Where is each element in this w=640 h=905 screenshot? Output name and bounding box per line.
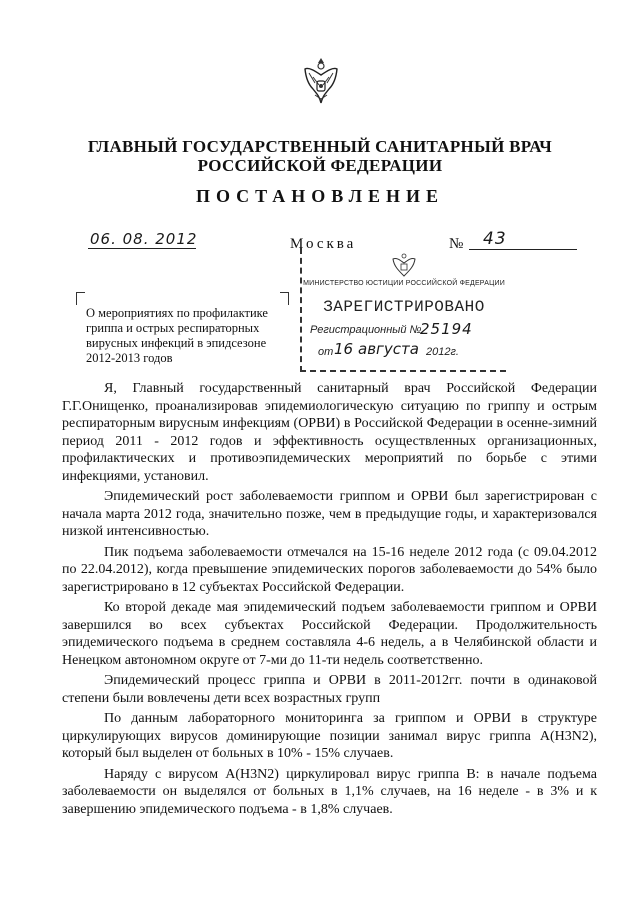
body-paragraph: Эпидемический процесс гриппа и ОРВИ в 2011-2012гг. почти в одинаковой степени были вовлечены дети всех возрастных групп — [62, 673, 597, 706]
document-subject — [86, 306, 296, 366]
stamp-from-day: 16 — [334, 340, 354, 358]
stamp-from-label: от — [318, 346, 334, 358]
subject-bracket-right — [280, 292, 289, 305]
document-type: ПОСТАНОВЛЕНИЕ — [195, 186, 445, 206]
body-paragraph: Пик подъема заболеваемости отмечался на 15-16 неделе 2012 года (с 09.04.2012 по 22.04.2012), когда превышение эпидемических порогов заболеваемости до 54% было зарегистрировано в 12 субъектах Российской Федерации. — [62, 544, 597, 595]
stamp-reg-number: 25194 — [420, 320, 473, 338]
body-paragraph: По данным лабораторного мониторинга за гриппом и ОРВИ в структуре циркулирующих вирусов доминирующие позиции занимал вирус гриппа А(H3N2), который был выделен от больных в 10% - 15% случаев. — [62, 711, 597, 761]
stamp-registered: ЗАРЕГИСТРИРОВАНО — [323, 298, 485, 316]
stamp-from-year: 2012г. — [426, 346, 459, 358]
stamp-ministry: МИНИСТЕРСТВО ЮСТИЦИИ РОССИЙСКОЙ ФЕДЕРАЦИИ — [303, 280, 505, 287]
issuer-title-line1: ГЛАВНЫЙ ГОСУДАРСТВЕННЫЙ САНИТАРНЫЙ ВРАЧ — [87, 137, 553, 156]
registration-stamp — [300, 248, 506, 372]
coat-of-arms-icon — [299, 55, 343, 107]
issuer-title-line2: РОССИЙСКОЙ ФЕДЕРАЦИИ — [197, 156, 443, 175]
document-date: 06. 08. 2012 — [90, 230, 198, 248]
stamp-emblem-icon — [390, 252, 418, 278]
subject-line: вирусных инфекций в эпидсезоне — [86, 336, 267, 350]
subject-line: гриппа и острых респираторных — [86, 321, 260, 335]
stamp-reg-number-label: Регистрационный № — [310, 324, 422, 336]
body-paragraph: Я, Главный государственный санитарный врач Российской Федерации Г.Г.Онищенко, проанализировав эпидемиологическую ситуацию по гриппу и острым респираторным вирусным инфекциям (ОРВИ) в Российской Федерации в осенне-зимний период 2011 - 2012 годов и эффективность осуществленных организационных, профилактических и противоэпидемических мероприятий по борьбе с этими инфекциями, установил. — [62, 381, 597, 484]
document-city: Москва — [290, 236, 357, 252]
subject-line: 2012-2013 годов — [86, 351, 173, 365]
document-number-label: № — [449, 236, 464, 252]
body-paragraph: Эпидемический рост заболеваемости гриппом и ОРВИ был зарегистрирован с начала марта 2012 года, значительно позже, чем в предыдущие годы, и характеризовался низкой интенсивностью. — [62, 489, 597, 539]
subject-line: О мероприятиях по профилактике — [86, 306, 268, 320]
body-paragraph: Ко второй декаде мая эпидемический подъем заболеваемости гриппом и ОРВИ завершился во всех субъектах Российской Федерации. Продолжительность эпидемического подъема в среднем составляла 4-6 недель, а в Челябинской области и Ненецком автономном округе от 7-ми до 11-ти недель соответственно. — [62, 600, 597, 668]
stamp-from-month: августа — [358, 340, 419, 358]
document-number: 43 — [483, 229, 507, 249]
date-underline — [88, 248, 196, 249]
body-paragraph: Наряду с вирусом A(H3N2) циркулировал вирус гриппа В: в начале подъема заболеваемости он выделялся от больных в 1,1% случаев, на 16 неделе - в 3% и к завершению эпидемического подъема - в 1,8% случаев. — [62, 766, 597, 817]
subject-bracket-left — [76, 292, 85, 305]
document-body — [62, 380, 597, 818]
